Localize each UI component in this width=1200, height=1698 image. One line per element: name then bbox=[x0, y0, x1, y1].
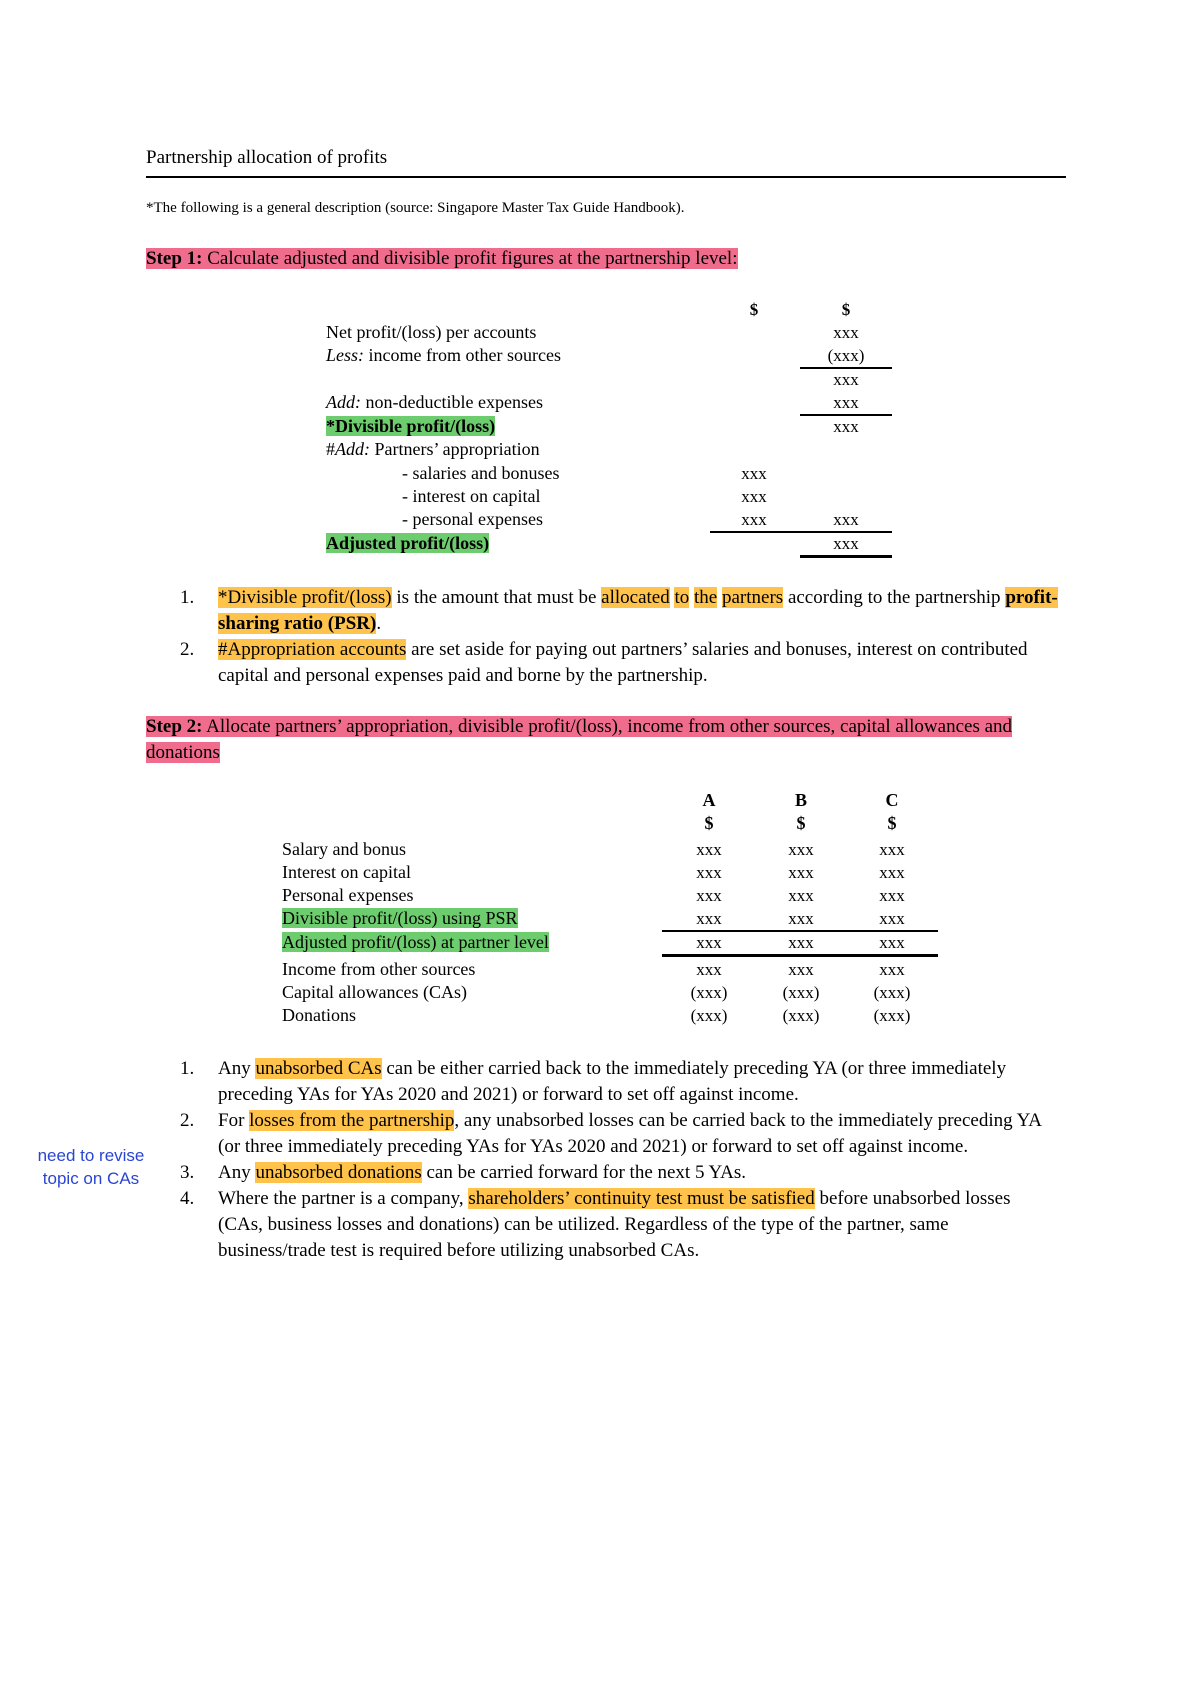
row-income-other: Income from other sources bbox=[282, 959, 476, 979]
cell-c: xxx bbox=[879, 863, 905, 882]
row-divisible-psr: Divisible profit/(loss) using PSR bbox=[282, 908, 518, 928]
step-1-text: Calculate adjusted and divisible profit figures at the partnership level: bbox=[202, 248, 738, 269]
cell-a: xxx bbox=[696, 960, 722, 979]
value-personal: xxx bbox=[741, 510, 767, 529]
cell-c: xxx bbox=[879, 886, 905, 905]
list-item: 2. For losses from the partnership, any unabsorbed losses can be carried back to the immediately preceding YA (or three immediately preceding YAs for YAs 2020 and 2021) or forward to set off against income. bbox=[180, 1110, 1041, 1157]
cell-b: (xxx) bbox=[782, 983, 820, 1002]
step-1-label: Step 1: bbox=[146, 248, 203, 269]
cell-c: xxx bbox=[879, 840, 905, 859]
row-donations: Donations bbox=[282, 1005, 356, 1025]
row-salaries: - salaries and bonuses bbox=[402, 463, 560, 483]
row-net-profit: Net profit/(loss) per accounts bbox=[326, 322, 537, 342]
cell-b: xxx bbox=[788, 863, 814, 882]
cell-a: xxx bbox=[696, 909, 722, 928]
col-header-2: $ bbox=[841, 300, 851, 319]
value-net-profit: xxx bbox=[833, 323, 859, 342]
notes-list-2 bbox=[180, 1056, 1060, 1264]
cell-b: (xxx) bbox=[782, 1006, 820, 1025]
row-divisible-profit: *Divisible profit/(loss) bbox=[326, 416, 496, 436]
row-capital-allowances: Capital allowances (CAs) bbox=[282, 982, 467, 1002]
value-subtotal: xxx bbox=[833, 370, 859, 389]
row-adjusted-partner: Adjusted profit/(loss) at partner level bbox=[282, 932, 549, 952]
value-salaries: xxx bbox=[741, 464, 767, 483]
cell-a: (xxx) bbox=[690, 983, 728, 1002]
value-divisible-profit: xxx bbox=[833, 417, 859, 436]
cell-c: xxx bbox=[879, 909, 905, 928]
cell-a: (xxx) bbox=[690, 1006, 728, 1025]
list-item: 4. Where the partner is a company, shareholders’ continuity test must be satisfied before unabsorbed losses (CAs, business losses and donations) can be utilized. Regardless of the type of the partner, same business/trade test is required before utilizing unabsorbed CAs. bbox=[180, 1188, 1011, 1261]
row-adjusted-profit: Adjusted profit/(loss) bbox=[326, 533, 490, 553]
cell-c: xxx bbox=[879, 933, 905, 952]
list-item: 2. #Appropriation accounts are set aside for paying out partners’ salaries and bonuses, interest on contributed capital and personal expenses paid and borne by the partnership. bbox=[180, 639, 1028, 686]
rule bbox=[662, 930, 938, 932]
row-interest-capital: Interest on capital bbox=[282, 862, 411, 882]
cell-a: xxx bbox=[696, 863, 722, 882]
partner-header-a: A bbox=[702, 790, 716, 810]
value-less-income: (xxx) bbox=[827, 346, 865, 365]
cell-b: xxx bbox=[788, 960, 814, 979]
partner-header-b: B bbox=[794, 790, 807, 810]
list-item: 1. *Divisible profit/(loss) is the amount that must be allocated to the partners according to the partnership profit-sharing ratio (PSR). bbox=[180, 587, 1058, 634]
step-2-text: Allocate partners’ appropriation, divisible profit/(loss), income from other sources, capital allowances and donations bbox=[146, 716, 1013, 763]
row-salary-bonus: Salary and bonus bbox=[282, 839, 406, 859]
value-appropriation-total: xxx bbox=[833, 510, 859, 529]
cell-b: xxx bbox=[788, 886, 814, 905]
double-rule bbox=[662, 954, 938, 957]
cell-b: xxx bbox=[788, 840, 814, 859]
notes-list-1 bbox=[180, 585, 1060, 689]
row-add-nondeductible: Add: non-deductible expenses bbox=[326, 392, 543, 412]
step-2-label: Step 2: bbox=[146, 716, 203, 737]
cell-c: (xxx) bbox=[873, 983, 911, 1002]
value-adjusted-profit: xxx bbox=[833, 534, 859, 553]
cell-c: xxx bbox=[879, 960, 905, 979]
row-interest: - interest on capital bbox=[402, 486, 541, 506]
value-interest: xxx bbox=[741, 487, 767, 506]
row-less-income: Less: income from other sources bbox=[326, 345, 561, 365]
list-item: 3. Any unabsorbed donations can be carried forward for the next 5 YAs. bbox=[180, 1162, 746, 1183]
value-add-nondeductible: xxx bbox=[833, 393, 859, 412]
list-item: 1. Any unabsorbed CAs can be either carried back to the immediately preceding YA (or three immediately preceding YAs for YAs 2020 and 2021) or forward to set off against income. bbox=[180, 1058, 1007, 1105]
row-personal-expenses: Personal expenses bbox=[282, 885, 414, 905]
source-note: *The following is a general description (source: Singapore Master Tax Guide Handbook). bbox=[146, 200, 685, 216]
step-1-heading bbox=[146, 246, 1046, 272]
currency-header-b: $ bbox=[796, 813, 806, 833]
row-appropriation: #Add: Partners’ appropriation bbox=[326, 439, 540, 459]
cell-c: (xxx) bbox=[873, 1006, 911, 1025]
partner-header-c: C bbox=[885, 790, 899, 810]
cell-b: xxx bbox=[788, 909, 814, 928]
cell-a: xxx bbox=[696, 840, 722, 859]
double-rule bbox=[800, 555, 892, 558]
cell-a: xxx bbox=[696, 886, 722, 905]
currency-header-c: $ bbox=[887, 813, 897, 833]
step-2-heading bbox=[146, 714, 1026, 766]
cell-b: xxx bbox=[788, 933, 814, 952]
cell-a: xxx bbox=[696, 933, 722, 952]
page-title: Partnership allocation of profits bbox=[146, 146, 1066, 178]
row-personal: - personal expenses bbox=[402, 509, 543, 529]
margin-comment: need to revise topic on CAs bbox=[37, 1146, 145, 1188]
currency-header-a: $ bbox=[704, 813, 714, 833]
col-header-1: $ bbox=[749, 300, 759, 319]
